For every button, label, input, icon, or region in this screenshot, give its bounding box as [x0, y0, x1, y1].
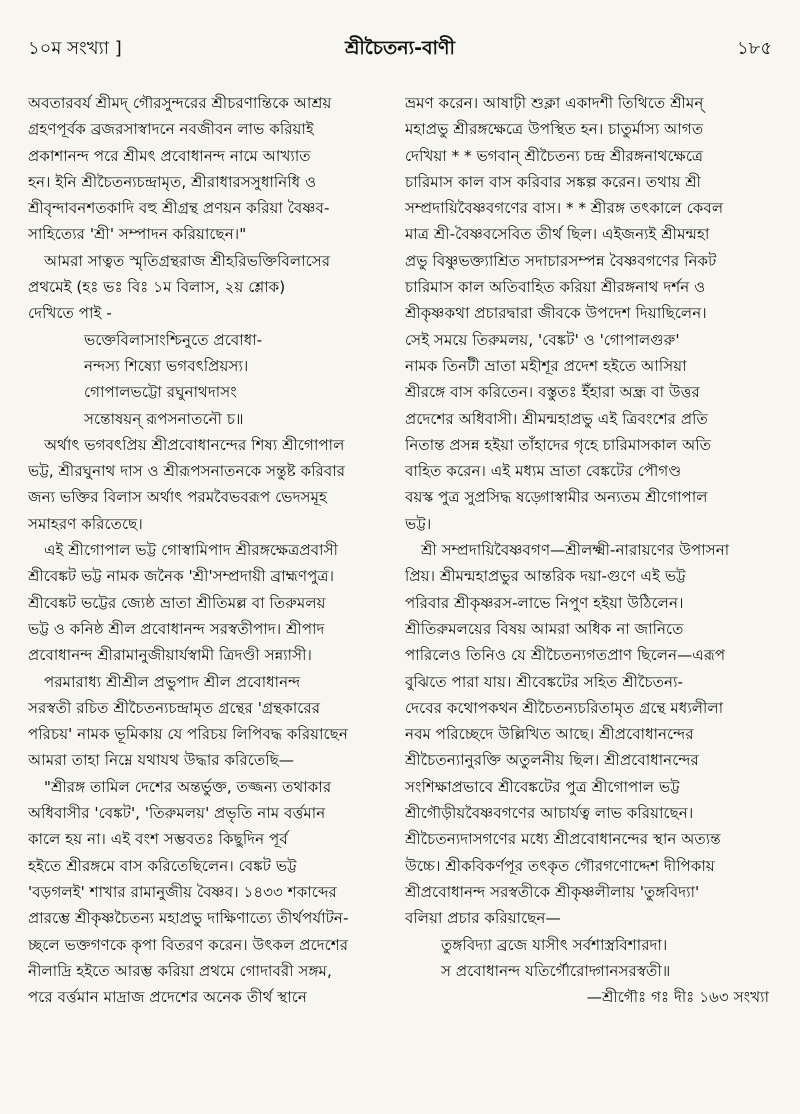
text-line: শ্রীবেঙ্কট ভট্টের জ্যেষ্ঠ ভ্রাতা শ্রীতিমল্ল বা তিরুমলয় [28, 593, 326, 612]
text-line: প্রিয়। শ্রীমন্মহাপ্রভুর আন্তরিক দয়া-গুণে এই ভট্ট [405, 567, 686, 586]
text-line: পরিবার শ্রীকৃষ্ণরস-লাভে নিপুণ হইয়া উঠিলেন। [405, 593, 684, 612]
text-line: অর্থাৎ ভগবৎপ্রিয় শ্রীপ্রবোধানন্দের শিষ্য শ্রীগোপাল [44, 435, 345, 454]
text-line: নিতান্ত প্রসন্ন হইয়া তাঁহাদের গৃহে চারিমাসকাল অতি [405, 435, 711, 454]
text-line: প্রকাশানন্দ পরে শ্রীমৎ প্রবোধানন্দ নামে আখ্যাত [28, 146, 311, 165]
text-line: প্রবোধানন্দ শ্রীরামানুজীয়ার্যস্বামী ত্রিদণ্ডী সন্ন্যাসী। [28, 646, 312, 665]
text-line: শ্রী সম্প্রদায়িবৈষ্ণবগণ—শ্রীলক্ষ্মী-নারায়ণের উপাসনা [421, 541, 730, 560]
text-line: শ্রীতিরুমলয়ের বিষয় আমরা অধিক না জানিতে [405, 619, 684, 638]
text-line: পরিচয়' নামক ভূমিকায় যে পরিচয় লিপিবদ্ধ করিয়াছেন [28, 725, 348, 744]
text-line: —শ্রীগৌঃ গঃ দীঃ ১৬৩ সংখ্যা [586, 988, 769, 1007]
left-column [28, 90, 395, 1010]
text-line: স প্রবোধানন্দ যতির্গৌরোদ্গানসরস্বতী॥ [441, 961, 671, 980]
text-line: উচ্চে। শ্রীকবিকর্ণপূর তৎকৃত গৌরগণোদ্দেশ দীপিকায় [405, 856, 715, 875]
text-line: সরস্বতী রচিত শ্রীচৈতন্যচন্দ্রামৃত গ্রন্থের 'গ্রন্থকারের [28, 698, 321, 717]
text-line: ভট্ট। [405, 514, 432, 533]
text-line: "শ্রীরঙ্গ তামিল দেশের অন্তর্ভুক্ত, তজ্জন্য তথাকার [44, 777, 332, 796]
text-line: দেখিতে পাই - [28, 304, 112, 323]
text-line: নীলাদ্রি হইতে আরম্ভ করিয়া প্রথমে গোদাবরী সঙ্গম, [28, 961, 332, 980]
text-line: জন্য ভক্তির বিলাস অর্থাৎ পরমবৈভবরূপ ভেদসমূহ [28, 488, 327, 507]
text-line: ভ্রমণ করেন। আষাঢ়ী শুক্লা একাদশী তিথিতে শ্রীমন্ [405, 94, 704, 112]
text-line: তুঙ্গবিদ্যা ব্রজে যাসীৎ সর্বশাস্ত্রবিশারদা। [441, 935, 668, 954]
text-line: শ্রীকৃষ্ণকথা প্রচারদ্বারা জীবকে উপদেশ দিয়াছিলেন। [405, 304, 707, 323]
text-line: ভট্ট ও কনিষ্ঠ শ্রীল প্রবোধানন্দ সরস্বতীপাদ। শ্রীপাদ [28, 619, 325, 638]
text-line: ভক্তেবিলাসাংশ্চিনুতে প্রবোধা- [84, 330, 263, 349]
text-line: সম্প্রদায়িবৈষ্ণবগণের বাস। * * শ্রীরঙ্গ তৎকালে কেবল [405, 199, 724, 218]
text-line: পরে বর্ত্তমান মাদ্রাজ প্রদেশের অনেক তীর্থ স্থানে [28, 988, 307, 1007]
text-line: বয়স্ক পুত্র সুপ্রসিদ্ধ ষড়্গোস্বামীর অন্যতম শ্রীগোপাল [405, 488, 708, 507]
issue-number: ১০ম সংখ্যা ] [28, 38, 122, 59]
text-line: সংশিক্ষাপ্রভাবে শ্রীবেঙ্কটের পুত্র শ্রীগোপাল ভট্ট [405, 777, 680, 796]
text-line: শ্রীরঙ্গে বাস করিতেন। বস্তুতঃ ইঁহারা অন্ধ্র বা উত্তর [405, 383, 700, 402]
text-line: মাত্র শ্রী-বৈষ্ণবসেবিত তীর্থ ছিল। এইজন্যই শ্রীমন্মহা [405, 225, 710, 244]
text-line: এই শ্রীগোপাল ভট্ট গোস্বামিপাদ শ্রীরঙ্গক্ষেত্রপ্রবাসী [44, 541, 338, 560]
text-line: গ্রহণপূর্বক ব্রজরসাস্বাদনে নবজীবন লাভ করিয়াই [28, 120, 314, 139]
text-line: শ্রীপ্রবোধানন্দ সরস্বতীকে শ্রীকৃষ্ণলীলায় 'তুঙ্গবিদ্যা' [405, 882, 700, 901]
text-line: মহাপ্রভু শ্রীরঙ্গক্ষেত্রে উপস্থিত হন। চাতুর্মাস্য আগত [405, 120, 704, 139]
text-line: সন্তোষয়ন্ রূপসনাতনৌ চ॥ [84, 409, 244, 428]
text-line: প্রথমেই (হঃ ভঃ বিঃ ১ম বিলাস, ২য় শ্লোক) [28, 278, 286, 297]
text-line: শ্রীচৈতন্যানুরক্তি অতুলনীয় ছিল। শ্রীপ্রবোধানন্দের [405, 751, 699, 770]
text-line: পরমারাধ্য শ্রীশ্রীল প্রভুপাদ শ্রীল প্রবোধানন্দ [44, 672, 301, 691]
text-line: বুঝিতে পারা যায়। শ্রীবেঙ্কটের সহিত শ্রীচৈতন্য- [405, 672, 683, 691]
text-line: দেখিয়া * * ভগবান্ শ্রীচৈতন্য চন্দ্র শ্রীরঙ্গনাথক্ষেত্রে [405, 146, 704, 165]
text-line: আমরা সাত্বত স্মৃতিগ্রন্থরাজ শ্রীহরিভক্তিবিলাসের [44, 251, 331, 270]
text-line: প্রভু বিষ্ণুভক্ত্যাশ্রিত সদাচারসম্পন্ন বৈষ্ণবগণের নিকট [405, 251, 717, 270]
text-line: হন। ইনি শ্রীচৈতন্যচন্দ্রামৃত, শ্রীরাধারসসুধানিধি ও [28, 172, 317, 191]
text-line: সমাহরণ করিতেছে। [28, 514, 143, 533]
text-line: অধিবাসীর 'বেঙ্কট', 'তিরুমলয়' প্রভৃতি নাম বর্ত্তমান [28, 804, 326, 823]
text-line: হইতে শ্রীরঙ্গমে বাস করিতেছিলেন। বেঙ্কট ভট্ট [28, 856, 297, 875]
text-line: শ্রীবেঙ্কট ভট্ট নামক জনৈক 'শ্রী'সম্প্রদায়ী ব্রাহ্মণপুত্র। [28, 567, 335, 586]
text-line: পারিলেও তিনিও যে শ্রীচৈতন্যগতপ্রাণ ছিলেন—এরূপ [405, 646, 726, 665]
text-line: সেই সময়ে তিরুমলয়, 'বেঙ্কট' ও 'গোপালগুরু' [405, 330, 680, 349]
page-header [28, 34, 772, 64]
text-line: শ্রীচৈতন্যদাসগণের মধ্যে শ্রীপ্রবোধানন্দের স্থান অত্যন্ত [405, 830, 721, 849]
text-line: নন্দস্য শিষ্যো ভগবৎপ্রিয়স্য। [84, 356, 249, 375]
text-line: নামক তিনটী ভ্রাতা মহীশূর প্রদেশ হইতে আসিয়া [405, 356, 687, 375]
text-line: বলিয়া প্রচার করিয়াছেন— [405, 909, 561, 928]
text-line: চারিমাস কাল অতিবাহিত করিয়া শ্রীরঙ্গনাথ দর্শন ও [405, 278, 706, 297]
text-line: অবতারবর্য শ্রীমদ্ গৌরসুন্দরের শ্রীচরণান্তিকে আশ্রয় [28, 94, 332, 112]
text-line: 'বড়গলই' শাখার রামানুজীয় বৈষ্ণব। ১৪৩৩ শকাব্দের [28, 882, 337, 901]
text-line: চারিমাস কাল বাস করিবার সঙ্কল্প করেন। তথায় শ্রী [405, 172, 702, 191]
text-line: গোপালভট্টো রঘুনাথদাসং [84, 383, 237, 402]
right-column [405, 90, 773, 1010]
text-line: শ্রীগৌড়ীয়বৈষ্ণবগণের আচার্যত্ব লাভ করিয়াছেন। [405, 804, 694, 823]
journal-title: শ্রীচৈতন্য-বাণী [344, 37, 455, 59]
text-line: বাহিত করেন। এই মধ্যম ভ্রাতা বেঙ্কটের পৌগণ্ড [405, 462, 682, 481]
text-line: প্রদেশের অধিবাসী। শ্রীমন্মহাপ্রভু এই ত্রিবংশের প্রতি [405, 409, 708, 428]
text-line: প্রারম্ভে শ্রীকৃষ্ণচৈতন্য মহাপ্রভু দাক্ষিণাত্যে তীর্থপর্যাটন- [28, 909, 349, 928]
text-line: কালে হয় না। এই বংশ সম্ভবতঃ কিছুদিন পূর্ব [28, 830, 288, 849]
text-line: আমরা তাহা নিম্নে যথাযথ উদ্ধার করিতেছি— [28, 751, 294, 770]
text-line: ভট্ট, শ্রীরঘুনাথ দাস ও শ্রীরূপসনাতনকে সন্তুষ্ট করিবার [28, 462, 346, 481]
text-line: শ্রীবৃন্দাবনশতকাদি বহু শ্রীগ্রন্থ প্রণয়ন করিয়া বৈষ্ণব- [28, 199, 330, 218]
text-line: সাহিত্যের 'শ্রী' সম্পাদন করিয়াছেন।" [28, 225, 247, 244]
text-line: চ্ছলে ভক্তগণকে কৃপা বিতরণ করেন। উৎকল প্রদেশের [28, 935, 349, 954]
page-number: ১৮৫ [736, 38, 772, 59]
text-line: নবম পরিচ্ছেদে উল্লিখিত আছে। শ্রীপ্রবোধানন্দের [405, 725, 694, 744]
text-line: দেবের কথোপকথন শ্রীচৈতন্যচরিতামৃত গ্রন্থে মধ্যলীলা [405, 698, 724, 717]
